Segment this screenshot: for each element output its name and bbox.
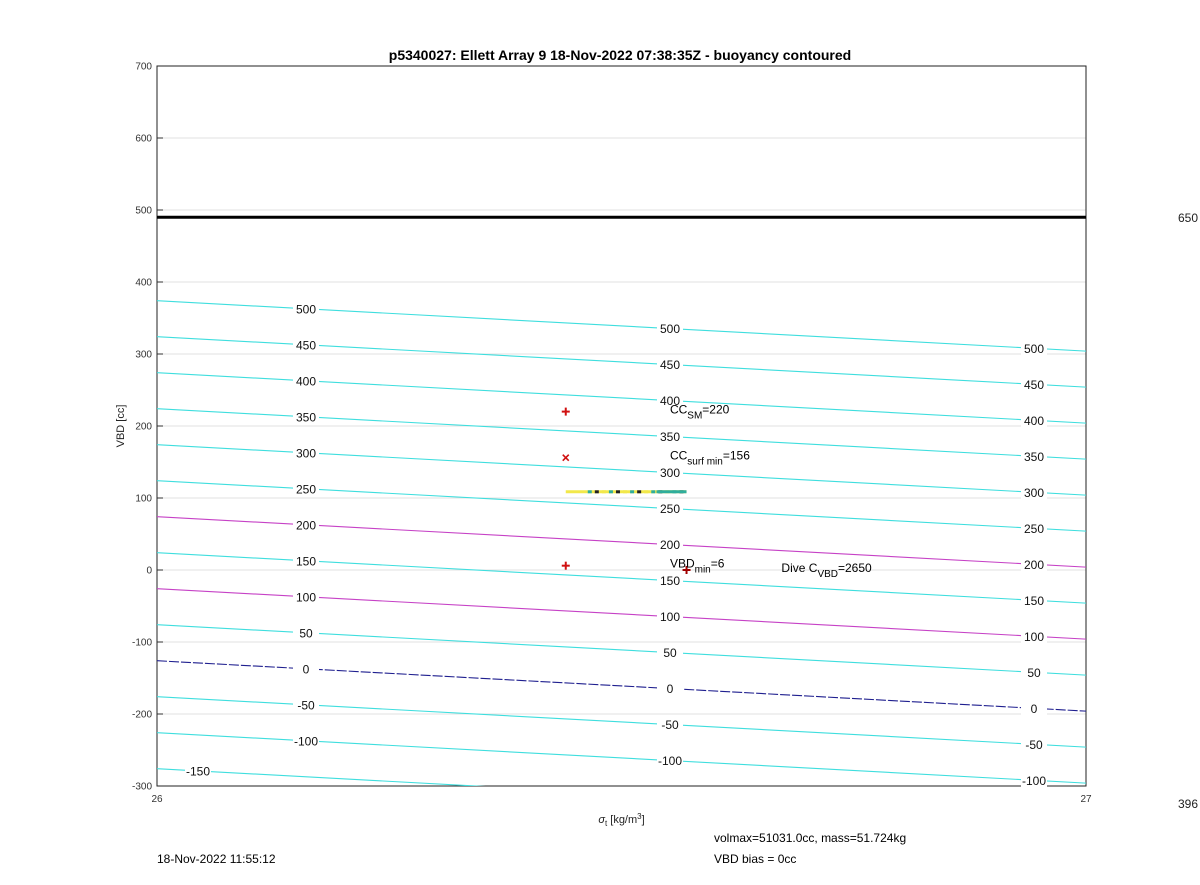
contour-label: -100: [657, 754, 683, 769]
contour-label: 0: [666, 682, 674, 697]
contour-label: 150: [1023, 593, 1045, 608]
contour-label: 100: [1023, 629, 1045, 644]
contour-label: 400: [295, 374, 317, 389]
annotation: $VBD_{min}=6$: [669, 556, 725, 576]
y-tick-label: 700: [135, 61, 152, 73]
x-tick-label: 27: [1080, 794, 1092, 805]
contour-label: 300: [295, 446, 317, 461]
annotation: Dive $C_{VBD}=2650$: [781, 561, 872, 580]
contour-label: 100: [659, 610, 681, 625]
contour-label: 350: [1023, 449, 1045, 464]
annotation: $CC_{SM}=220$: [669, 402, 730, 422]
contour-label: -150: [185, 764, 211, 779]
timestamp: 18-Nov-2022 11:55:12: [157, 852, 276, 866]
contour-label: 350: [295, 410, 317, 425]
contour-label: 150: [659, 574, 681, 589]
chart-title: p5340027: Ellett Array 9 18-Nov-2022 07:38:35Z - buoyancy contoured: [388, 47, 852, 63]
y-tick-label: 100: [135, 493, 152, 505]
contour-label: 100: [295, 590, 317, 605]
contour-label: 450: [1023, 377, 1045, 392]
contour-label: 500: [1023, 341, 1045, 356]
trajectory-point: [630, 490, 634, 493]
trajectory-point: [595, 490, 599, 493]
contour-label: 200: [295, 518, 317, 533]
contour-label: 350: [659, 430, 681, 445]
trajectory-point: [637, 490, 641, 493]
y-tick-label: 200: [135, 421, 152, 433]
y-tick-label: 300: [135, 349, 152, 361]
right-label-top: 650: [1178, 211, 1199, 226]
annotation: $CC_{surf min}=156$: [669, 448, 750, 468]
contour-label: 500: [659, 322, 681, 337]
y-tick-label: -100: [131, 637, 152, 649]
x-tick-label: 26: [151, 794, 163, 805]
contour-label: 300: [659, 466, 681, 481]
y-tick-label: -200: [131, 709, 152, 721]
contour-label: 0: [302, 662, 310, 677]
vbd-bias-text: VBD bias = 0cc: [714, 852, 797, 866]
contour-label: -100: [293, 734, 319, 749]
trajectory-point: [623, 490, 627, 493]
contour-label: 50: [1027, 665, 1041, 680]
contour-label: 0: [1030, 701, 1038, 716]
y-tick-label: 0: [146, 565, 152, 577]
contour-label: 250: [295, 482, 317, 497]
contour-label: -100: [1021, 773, 1047, 788]
contour-label: 200: [1023, 557, 1045, 572]
y-axis-label: VBD [cc]: [115, 404, 127, 448]
volmax-mass-text: volmax=51031.0cc, mass=51.724kg: [714, 831, 907, 845]
contour-label: 300: [1023, 485, 1045, 500]
trajectory-point: [616, 490, 620, 493]
y-tick-label: 400: [135, 277, 152, 289]
contour-line--150: [157, 769, 1086, 819]
y-tick-label: 600: [135, 133, 152, 145]
contour-label: 400: [659, 394, 681, 409]
contour-label: 150: [295, 554, 317, 569]
contour-label: -50: [661, 718, 679, 733]
contour-label: 200: [659, 538, 681, 553]
trajectory-point: [609, 490, 613, 493]
y-tick-label: -300: [131, 781, 152, 793]
contour-label: 450: [659, 358, 681, 373]
contour-label: 250: [1023, 521, 1045, 536]
x-axis-label: $\sigma_t$ $[kg/m^3]$: [598, 812, 645, 828]
right-label-bottom: 396: [1178, 797, 1199, 811]
trajectory-point: [651, 490, 655, 493]
trajectory-point: [644, 490, 648, 493]
trajectory-point: [588, 490, 592, 493]
contour-label: 400: [1023, 413, 1045, 428]
contour-label: 500: [295, 302, 317, 317]
contour-label: -50: [297, 698, 315, 713]
contour-label: 450: [295, 338, 317, 353]
contour-label: 250: [659, 502, 681, 517]
contour-label: 50: [299, 626, 313, 641]
contour-label: -50: [1025, 737, 1043, 752]
y-tick-label: 500: [135, 205, 152, 217]
trajectory-point: [602, 490, 606, 493]
contour-label: 50: [663, 646, 677, 661]
